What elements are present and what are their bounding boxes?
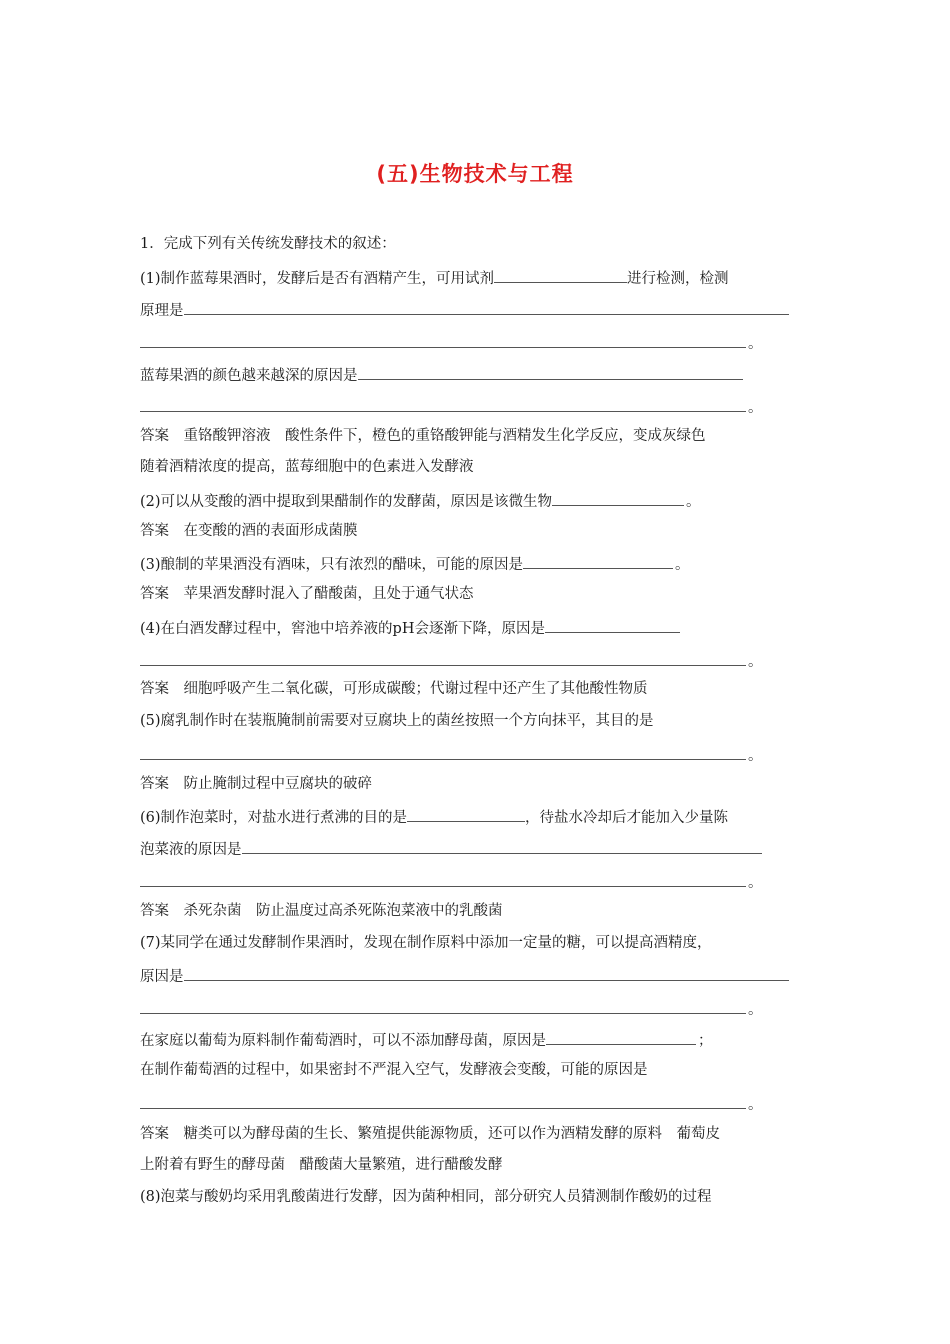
answer-1-5: 答案 防止腌制过程中豆腐块的破碎 [140, 776, 372, 792]
q1-3-line [140, 553, 690, 575]
question-1-stem: 1．完成下列有关传统发酵技术的叙述： [140, 236, 396, 252]
answer-blank[interactable] [184, 965, 789, 981]
q1-6-text-b: ，待盐水冷却后才能加入少量陈 [525, 810, 729, 826]
answer-blank[interactable] [140, 396, 746, 412]
q1-4-line2 [140, 650, 763, 672]
q1-5-line1: (5)腐乳制作时在装瓶腌制前需要对豆腐块上的菌丝按照一个方向抹平，其目的是 [140, 713, 654, 729]
answer-1-1a: 答案 重铬酸钾溶液 酸性条件下，橙色的重铬酸钾能与酒精发生化学反应，变成灰绿色 [140, 428, 706, 444]
q1-1-text-b: 进行检测，检测 [627, 271, 729, 287]
q1-2-text: (2)可以从变酸的酒中提取到果醋制作的发酵菌，原因是该微生物 [140, 494, 553, 510]
period: 。 [748, 1002, 763, 1018]
q1-4-line1 [140, 617, 680, 639]
period: 。 [748, 400, 763, 416]
q1-3-text: (3)酿制的苹果酒没有酒味，只有浓烈的醋味，可能的原因是 [140, 557, 524, 573]
q1-1-text-d: 蓝莓果酒的颜色越来越深的原因是 [140, 368, 358, 384]
period: 。 [748, 336, 763, 352]
q1-6-text-c: 泡菜液的原因是 [140, 842, 242, 858]
period: 。 [686, 494, 701, 510]
answer-1-4: 答案 细胞呼吸产生二氧化碳，可形成碳酸；代谢过程中还产生了其他酸性物质 [140, 681, 648, 697]
page-title: (五)生物技术与工程 [376, 162, 574, 186]
q1-4-text: (4)在白酒发酵过程中，窖池中培养液的pH会逐渐下降，原因是 [140, 621, 545, 637]
period: 。 [748, 875, 763, 891]
q1-1-line5 [140, 396, 763, 418]
q1-1-line3 [140, 332, 763, 354]
answer-1-7b: 上附着有野生的酵母菌 醋酸菌大量繁殖，进行醋酸发酵 [140, 1157, 503, 1173]
period: 。 [748, 1097, 763, 1113]
answer-blank[interactable] [494, 267, 627, 283]
answer-blank[interactable] [140, 1093, 746, 1109]
q1-7-text-b: 原因是 [140, 969, 184, 985]
q1-7-line6 [140, 1093, 763, 1115]
answer-1-3: 答案 苹果酒发酵时混入了醋酸菌，且处于通气状态 [140, 586, 474, 602]
answer-blank[interactable] [242, 838, 762, 854]
answer-blank[interactable] [358, 364, 743, 380]
answer-blank[interactable] [552, 490, 684, 506]
q1-1-line2 [140, 299, 789, 321]
period: 。 [748, 654, 763, 670]
q1-6-line2 [140, 838, 762, 860]
answer-blank[interactable] [546, 1029, 696, 1045]
q1-6-line3 [140, 871, 763, 893]
semicolon: ； [698, 1033, 713, 1049]
q1-7-line3 [140, 998, 763, 1020]
q1-7-line5: 在制作葡萄酒的过程中，如果密封不严混入空气，发酵液会变酸，可能的原因是 [140, 1062, 648, 1078]
answer-blank[interactable] [140, 744, 746, 760]
answer-blank[interactable] [140, 332, 746, 348]
answer-blank[interactable] [184, 299, 789, 315]
answer-blank[interactable] [407, 806, 525, 822]
answer-blank[interactable] [545, 617, 680, 633]
q1-7-line4 [140, 1029, 713, 1051]
period: 。 [748, 748, 763, 764]
q1-7-line1: (7)某同学在通过发酵制作果酒时，发现在制作原料中添加一定量的糖，可以提高酒精度， [140, 935, 712, 951]
answer-blank[interactable] [140, 650, 746, 666]
answer-1-7a: 答案 糖类可以为酵母菌的生长、繁殖提供能源物质，还可以作为酒精发酵的原料 葡萄皮 [140, 1126, 720, 1142]
q1-6-text-a: (6)制作泡菜时，对盐水进行煮沸的目的是 [140, 810, 408, 826]
answer-1-6: 答案 杀死杂菌 防止温度过高杀死陈泡菜液中的乳酸菌 [140, 903, 503, 919]
q1-6-line1 [140, 806, 728, 828]
q1-2-line [140, 490, 701, 512]
answer-blank[interactable] [523, 553, 673, 569]
answer-blank[interactable] [140, 998, 746, 1014]
q1-7-text-c: 在家庭以葡萄为原料制作葡萄酒时，可以不添加酵母菌，原因是 [140, 1033, 546, 1049]
q1-8-line1: (8)泡菜与酸奶均采用乳酸菌进行发酵，因为菌种相同，部分研究人员猜测制作酸奶的过程 [140, 1189, 712, 1205]
answer-1-2: 答案 在变酸的酒的表面形成菌膜 [140, 523, 358, 539]
q1-1-line4 [140, 364, 743, 386]
answer-blank[interactable] [140, 871, 746, 887]
q1-1-text-c: 原理是 [140, 303, 184, 319]
q1-1-text-a: (1)制作蓝莓果酒时，发酵后是否有酒精产生，可用试剂 [140, 271, 495, 287]
q1-5-line2 [140, 744, 763, 766]
q1-1-line1 [140, 267, 729, 289]
q1-7-line2 [140, 965, 789, 987]
period: 。 [675, 557, 690, 573]
answer-1-1b: 随着酒精浓度的提高，蓝莓细胞中的色素进入发酵液 [140, 459, 474, 475]
